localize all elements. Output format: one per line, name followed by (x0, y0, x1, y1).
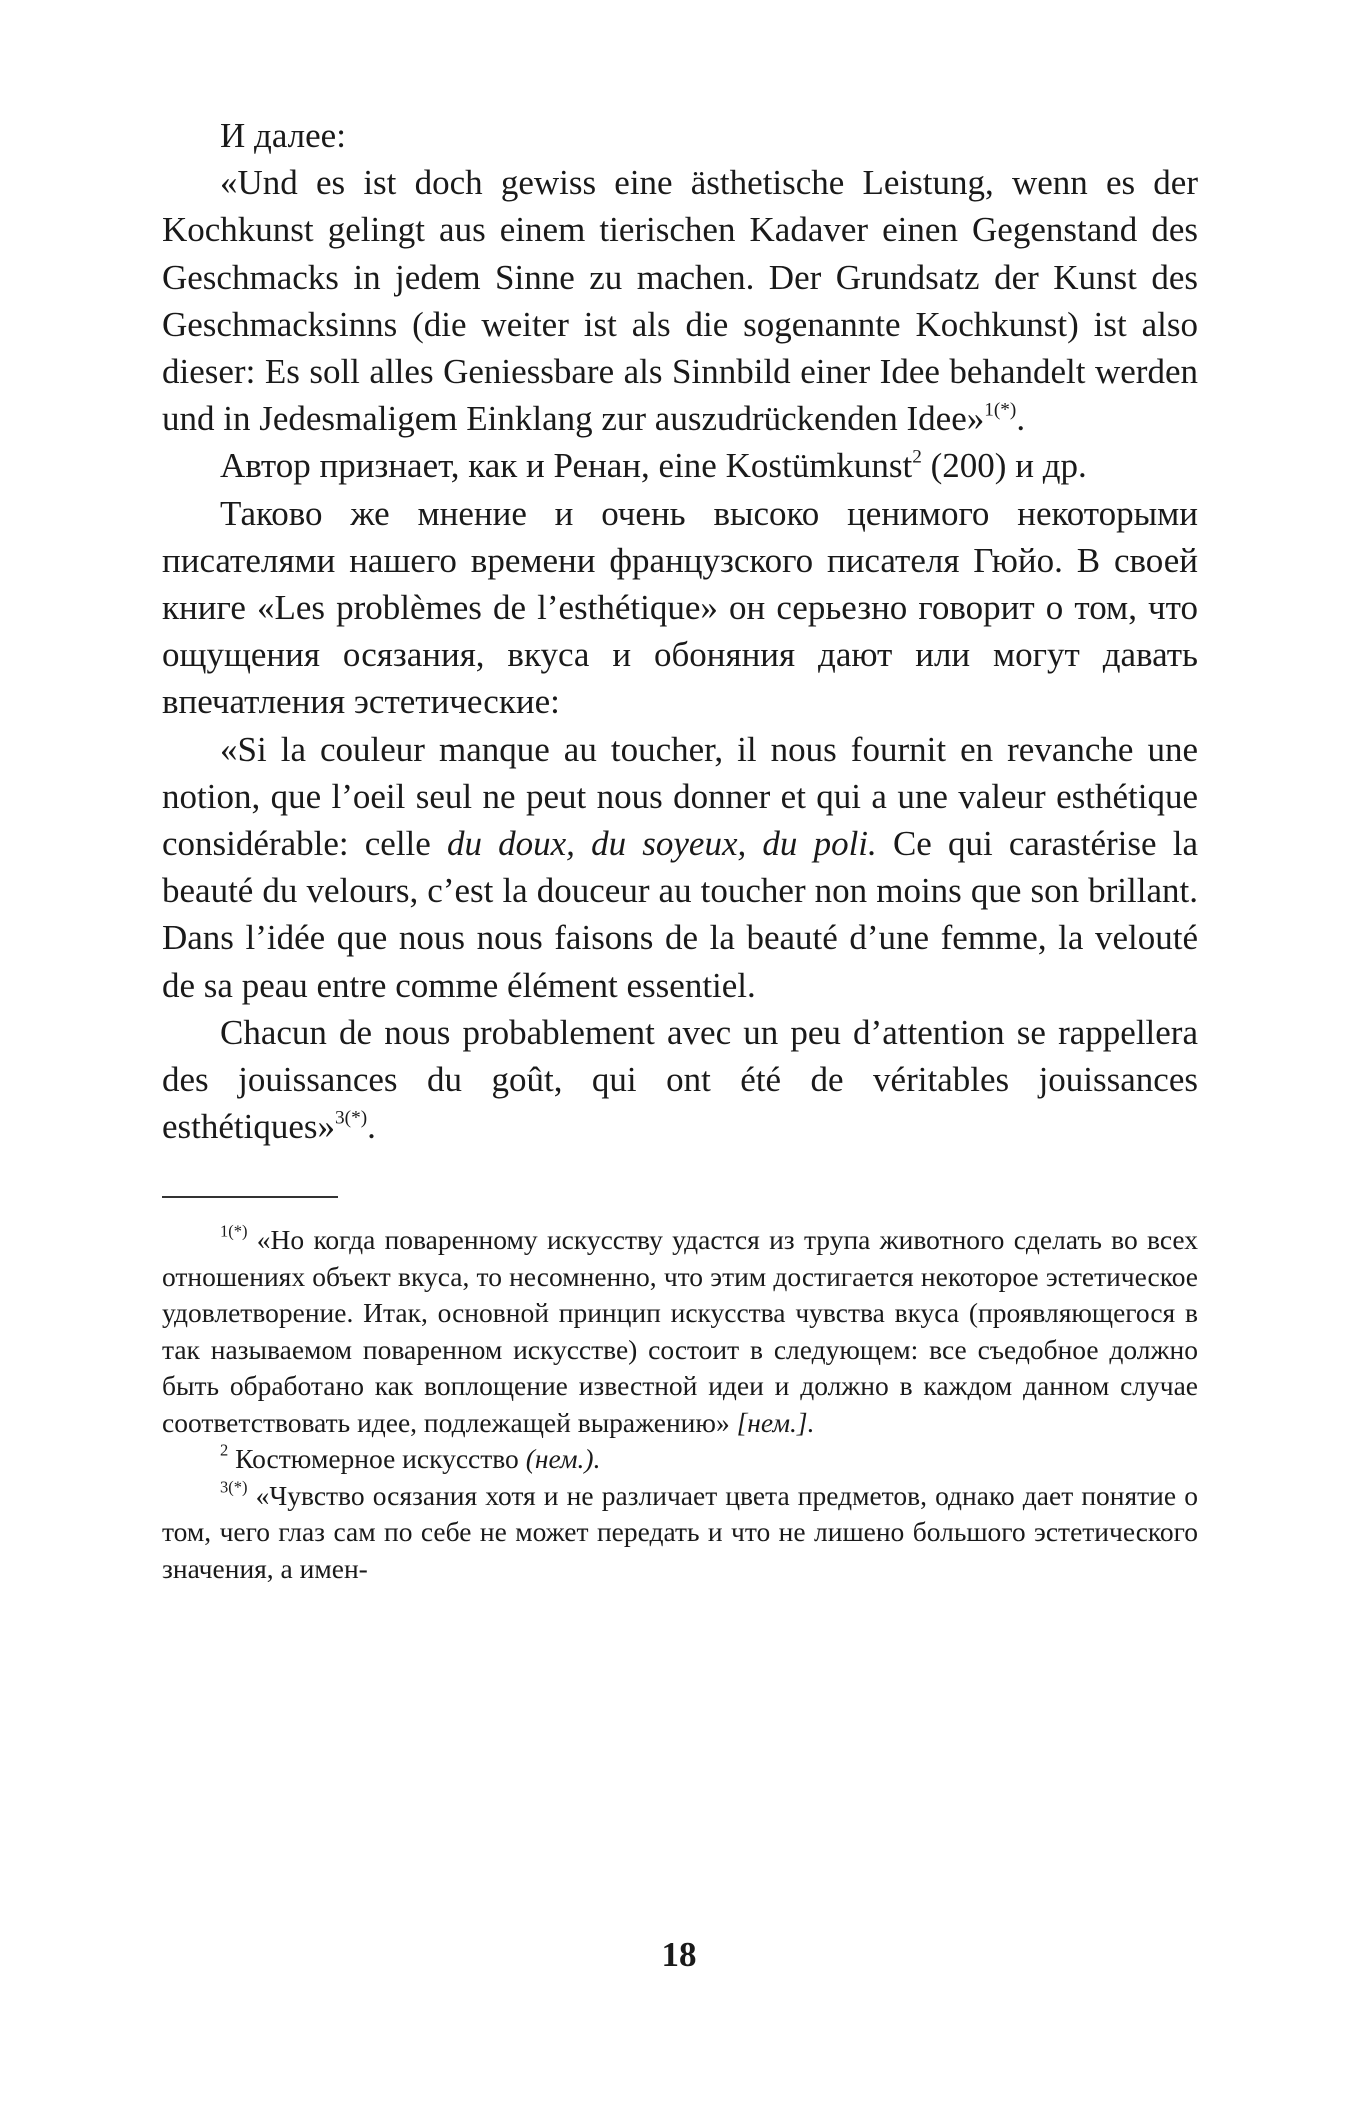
kostuemkunst-text: Автор признает, как и Ренан, eine Kostümkunst (220, 446, 913, 486)
page-number: 18 (661, 1935, 697, 1974)
footnote-1-text: «Но когда поваренному искусству удастся из трупа животного сделать во всех отношениях объект вкуса, то несомненно, что этим достигается некоторое эстетическое удовлетворение. Итак, основной принцип искусства чувства вкуса (проявляющегося в так называемом поваренном искусстве) состоит в следующем: все съедобное должно быть обработано как воплощение известной идеи и должно в каждом данном случае соответствовать идее, подлежащей выражению» (162, 1224, 1198, 1438)
french-quote-cont-text: Chacun de nous probablement avec un peu d’attention se rappellera des jouissances du goût, qui ont été de véritables jouissances esthétiques» (162, 1012, 1198, 1147)
book-page (162, 112, 1198, 1587)
paragraph-german-quote (162, 159, 1198, 442)
paragraph-intro (162, 112, 1198, 159)
footnote-2-marker: 2 (220, 1441, 229, 1461)
paragraph-french-quote (162, 726, 1198, 1009)
footnote-3 (162, 1478, 1198, 1588)
french-quote-end: Ce qui carastérise la beauté du velours, c’est la douceur au toucher non moins que son brillant. Dans l’idée que nous nous faisons de la beauté d’une femme, la velouté de sa peau entre comme élément essentiel. (162, 824, 1198, 1005)
footnote-ref-2: 2 (912, 446, 922, 468)
footnote-3-text: «Чувство осязания хотя и не различает цвета предметов, однако дает понятие о том, чего глаз сам по себе не может передать и что не лишено большого эстетического значения, а имен- (162, 1479, 1198, 1584)
footnote-2 (162, 1441, 1198, 1478)
paragraph-kostuemkunst (162, 442, 1198, 489)
footnote-divider (162, 1196, 338, 1198)
footnote-2-lang: (нем.). (525, 1443, 601, 1475)
french-quote-cont-end: . (367, 1107, 376, 1147)
footnotes (162, 1222, 1198, 1587)
kostuemkunst-end: (200) и др. (921, 446, 1087, 486)
german-quote-end: . (1016, 399, 1026, 439)
footnote-ref-3: 3(*) (335, 1107, 368, 1129)
footnote-3-marker: 3(*) (220, 1477, 248, 1497)
french-quote-italic: du doux, du soyeux, du poli. (446, 824, 877, 864)
paragraph-french-quote-cont (162, 1009, 1198, 1151)
footnote-1-marker: 1(*) (220, 1222, 248, 1242)
footnote-2-text: Костюмерное искусство (228, 1443, 526, 1475)
footnote-ref-1: 1(*) (984, 399, 1017, 421)
german-quote-text: «Und es ist doch gewiss eine ästhetische Leistung, wenn es der Kochkunst gelingt aus einem tierischen Kadaver einen Gegenstand des Geschmacks in jedem Sinne zu machen. Der Grundsatz der Kunst des Geschmacksinns (die weiter ist als die sogenannte Kochkunst) ist also dieser: Es soll alles Geniessbare als Sinnbild einer Idee behandelt werden und in Jedesmaligem Einklang zur auszudrückenden Idee» (162, 163, 1198, 439)
french-quote-text: «Si la couleur manque au toucher, il nous fournit en revanche une notion, que l’oeil seul ne peut nous donner et qui a une valeur esthétique considérable: celle (162, 729, 1198, 864)
paragraph-guyau (162, 490, 1198, 726)
footnote-1-lang: [нем.]. (736, 1406, 815, 1438)
guyau-text: Таково же мнение и очень высоко ценимого некоторыми писателями нашего времени французского писателя Гюйо. В своей книге «Les problèmes de l’esthétique» он серьезно говорит о том, что ощущения осязания, вкуса и обоняния дают или могут давать впечатления эстетические: (162, 493, 1198, 722)
intro-text: И далее: (220, 116, 346, 155)
footnote-1 (162, 1222, 1198, 1441)
main-text (162, 112, 1198, 1150)
